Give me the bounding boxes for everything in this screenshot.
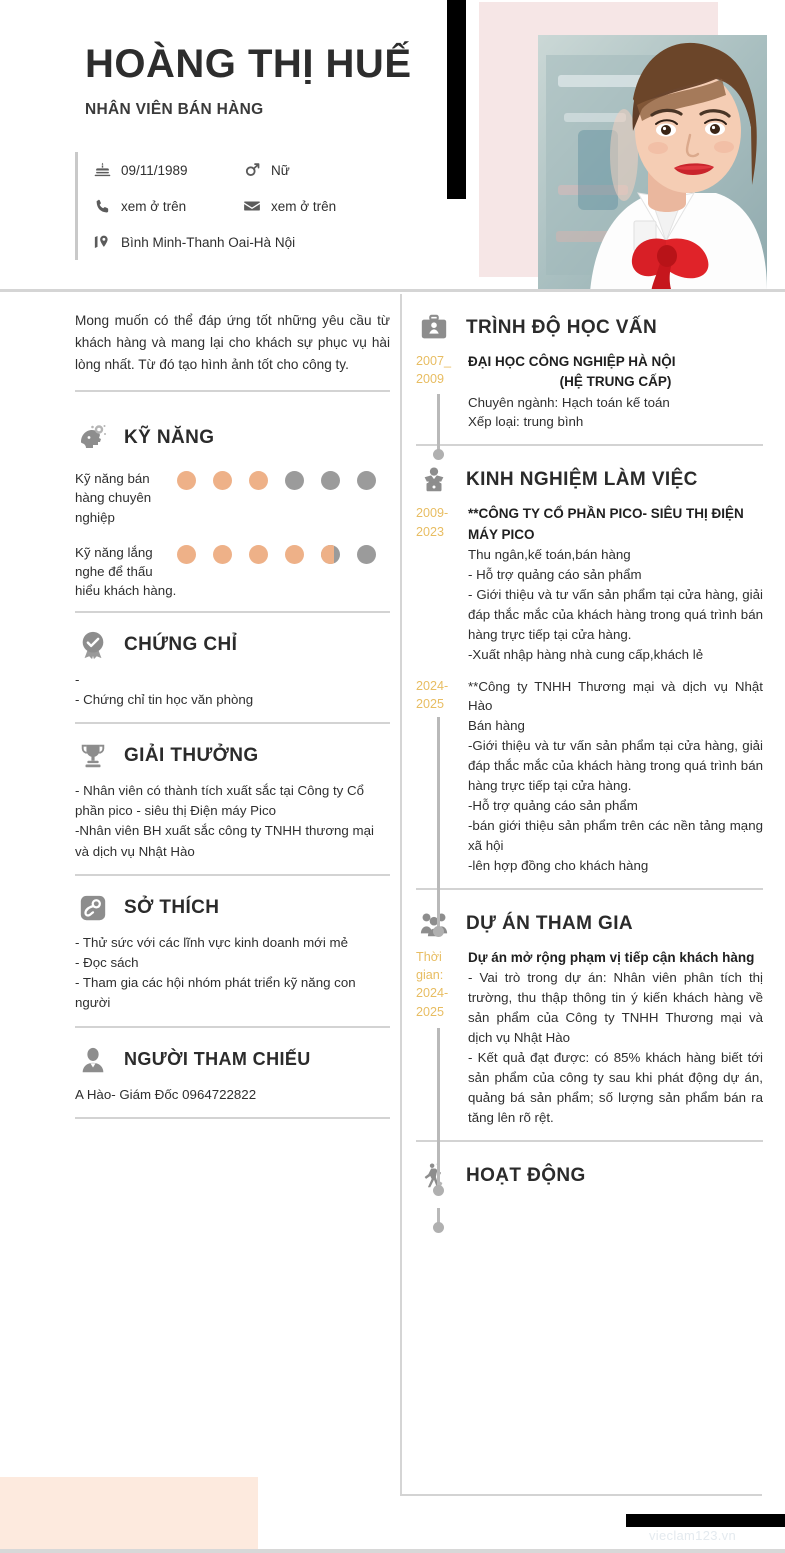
gender-value: Nữ [271,162,290,178]
career-objective: Mong muốn có thể đáp ứng tốt những yêu cầu từ khách hàng và mang lại cho khách sự phục vụ hài lòng nhất. Từ đó tạo hình ảnh tốt cho công ty. [75,310,390,392]
duty-line: -bán giới thiệu sản phẩm trên các nền tảng mạng xã hội [468,818,763,853]
right-column [400,294,785,1494]
contact-phone [92,196,242,216]
timeline-dot [433,1222,444,1233]
people-group-icon [416,906,452,942]
section-title: GIẢI THƯỞNG [124,745,259,767]
left-column [0,294,400,1494]
watermark: vieclam123.vn [649,1528,736,1543]
section-title: CHỨNG CHỈ [124,633,238,655]
section-header [416,890,763,948]
rating-dot [213,471,232,490]
experience-entry [416,504,763,676]
section-header [416,1142,763,1200]
duty-line: - Giới thiệu và tư vấn sản phẩm tại cửa hàng, giải đáp thắc mắc của khách hàng trong quá trình bán hàng trực tiếp tại cửa hàng. [468,586,763,642]
certificate-list [75,670,376,722]
hobby-line: - Tham gia các hội nhóm phát triển kỹ năng con người [75,975,356,1011]
duty-line: - Hỗ trợ quảng cáo sản phẩm [468,566,642,582]
date-line: Thời [416,949,442,964]
skill-rating [177,543,376,564]
award-list [75,781,376,874]
profile-photo [538,35,767,292]
date-line: 2009- [416,506,449,521]
timeline-date [416,1200,468,1210]
contact-row [92,188,445,224]
project-line: - Kết quả đạt được: có 85% khách hàng biết tới sản phẩm của công ty sau khi phát động dự án, quảng bá sản phẩm; số lượng sản phẩm bán ra tăng lên rõ rệt. [468,1049,763,1125]
page-bottom-divider [0,1549,785,1553]
section-header [416,294,763,352]
badge-check-icon [75,627,111,663]
timeline-dot [433,449,444,460]
timeline-line [437,394,440,452]
duty-line: Thu ngân,kế toán,bán hàng [468,546,631,562]
contact-block [75,152,445,260]
duty-line: Bán hàng [468,718,525,734]
hobby-icon [75,890,111,926]
right-column-end-divider [400,1494,762,1496]
header-divider [0,289,785,292]
certificate-line: - Chứng chỉ tin học văn phòng [75,691,254,707]
timeline-date [416,352,468,442]
section-projects [416,890,763,1142]
rating-dot [285,471,304,490]
envelope-icon [242,196,262,216]
rating-dot [177,545,196,564]
section-skills [75,406,390,613]
timeline-date [416,948,468,1138]
email-value: xem ở trên [271,198,337,214]
worker-desk-icon [416,462,452,498]
section-title: KỸ NĂNG [124,427,215,449]
rating-dot [321,471,340,490]
briefcase-education-icon [416,310,452,346]
map-pin-icon [92,232,112,252]
address-value: Bình Minh-Thanh Oai-Hà Nội [121,234,296,250]
award-line: -Nhân viên BH xuất sắc công ty TNHH thương mại và dịch vụ Nhật Hào [75,823,374,859]
contact-row [92,224,445,260]
hobby-line: - Đọc sách [75,955,139,971]
entry-body [468,352,763,442]
entry-body [468,504,763,674]
hobby-line: - Thử sức với các lĩnh vực kinh doanh mới mẻ [75,934,348,950]
timeline-date [416,504,468,674]
birthdate-value: 09/11/1989 [121,162,188,178]
section-title: NGƯỜI THAM CHIẾU [124,1049,311,1070]
section-title: SỞ THÍCH [124,896,220,918]
major-line: Chuyên ngành: Hạch toán kế toán [468,394,670,410]
project-entry [416,948,763,1140]
section-header [75,613,376,670]
contact-row [92,152,445,188]
date-line: 2024- [416,678,449,693]
head-gear-skill-icon [75,420,111,456]
rating-dot [357,471,376,490]
date-line: gian: [416,968,444,983]
company-name: **Công ty TNHH Thương mại và dịch vụ Nhật Hào [468,678,763,714]
phone-value: xem ở trên [121,198,187,214]
section-awards [75,724,390,876]
hobby-list [75,933,376,1026]
timeline-line [437,717,440,929]
duty-line: -Hỗ trợ quảng cáo sản phẩm [468,798,638,814]
timeline-line [437,1028,440,1188]
entry-body [468,948,763,1138]
timeline-dot [433,1185,444,1196]
gender-icon [242,160,262,180]
rating-dot [213,545,232,564]
job-title: NHÂN VIÊN BÁN HÀNG [85,101,264,118]
section-references [75,1028,390,1119]
person-icon [75,1042,111,1078]
duty-line: -Giới thiệu và tư vấn sản phẩm tại cửa hàng, giải đáp thắc mắc của khách hàng trong quá trình bán hàng trực tiếp tại cửa hàng. [468,738,763,794]
skill-rating [177,469,376,490]
contact-address [92,232,295,252]
trophy-icon [75,738,111,774]
project-line: - Vai trò trong dự án: Nhân viên phân tích thị trường, thu thập thông tin ý kiến khách hàng về sản phẩm của Công ty TNHH Thương mại và dịch vụ Nhật Hào [468,970,763,1045]
experience-entry [416,677,763,888]
section-certificates [75,613,390,724]
date-line: 2025 [416,1004,445,1019]
contact-email [242,196,336,216]
date-line: 2023 [416,524,445,539]
section-experience [416,446,763,890]
certificate-line: - [75,671,80,687]
section-header [75,724,376,781]
entry-body [468,677,763,886]
section-education [416,294,763,446]
program-name: (HỆ TRUNG CẤP) [559,374,672,390]
rating-dot [249,545,268,564]
company-name: **CÔNG TY CỔ PHẦN PICO- SIÊU THỊ ĐIỆN MÁY PICO [468,506,744,542]
timeline-date [416,677,468,886]
section-hobbies [75,876,390,1028]
activity-entry [416,1200,763,1212]
skill-label: Kỹ năng lắng nghe để thấu hiểu khách hàng. [75,544,177,599]
section-header [416,446,763,504]
contact-gender [242,160,290,180]
rating-dot [357,545,376,564]
grade-line: Xếp loại: trung bình [468,414,584,430]
section-title: HOẠT ĐỘNG [466,1164,586,1186]
date-line: 2025 [416,696,445,711]
duty-line: -lên hợp đồng cho khách hàng [468,857,649,873]
cv-body [0,294,785,1494]
skill-item [75,537,376,611]
rating-dot [285,545,304,564]
rating-dot [177,471,196,490]
reference-line: A Hào- Giám Đốc 0964722822 [75,1086,257,1102]
cake-icon [92,160,112,180]
phone-icon [92,196,112,216]
duty-line: -Xuất nhập hàng nhà cung cấp,khách lẻ [468,646,704,662]
footer-black-bar [626,1514,785,1527]
date-line: 2007_ [416,354,452,368]
footer-peach-block [0,1477,258,1553]
education-entry [416,352,763,444]
date-line: 2009 [416,372,445,387]
date-line: 2024- [416,986,449,1001]
skill-label: Kỹ năng bán hàng chuyên nghiệp [75,471,152,525]
header-black-accent-bar [447,0,466,199]
reference-list [75,1085,376,1117]
award-line: - Nhân viên có thành tích xuất sắc tại Công ty Cổ phần pico - siêu thị Điện máy Pico [75,783,364,819]
section-header [75,876,376,933]
section-header [75,406,376,463]
section-title: DỰ ÁN THAM GIA [466,912,634,934]
section-title: TRÌNH ĐỘ HỌC VẤN [466,317,658,338]
rating-dot [321,545,340,564]
timeline-dot [433,926,444,937]
section-title: KINH NGHIỆM LÀM VIỆC [466,469,698,491]
page-title: HOÀNG THỊ HUẾ [85,42,412,86]
entry-body [468,1200,763,1210]
skill-item [75,463,376,537]
contact-birthdate [92,160,242,180]
project-name: Dự án mở rộng phạm vị tiếp cận khách hàng [468,949,755,965]
rating-dot [249,471,268,490]
cv-header [0,0,785,292]
section-header [75,1028,376,1085]
school-name: ĐẠI HỌC CÔNG NGHIỆP HÀ NỘI [468,354,676,369]
section-activities [416,1142,763,1212]
